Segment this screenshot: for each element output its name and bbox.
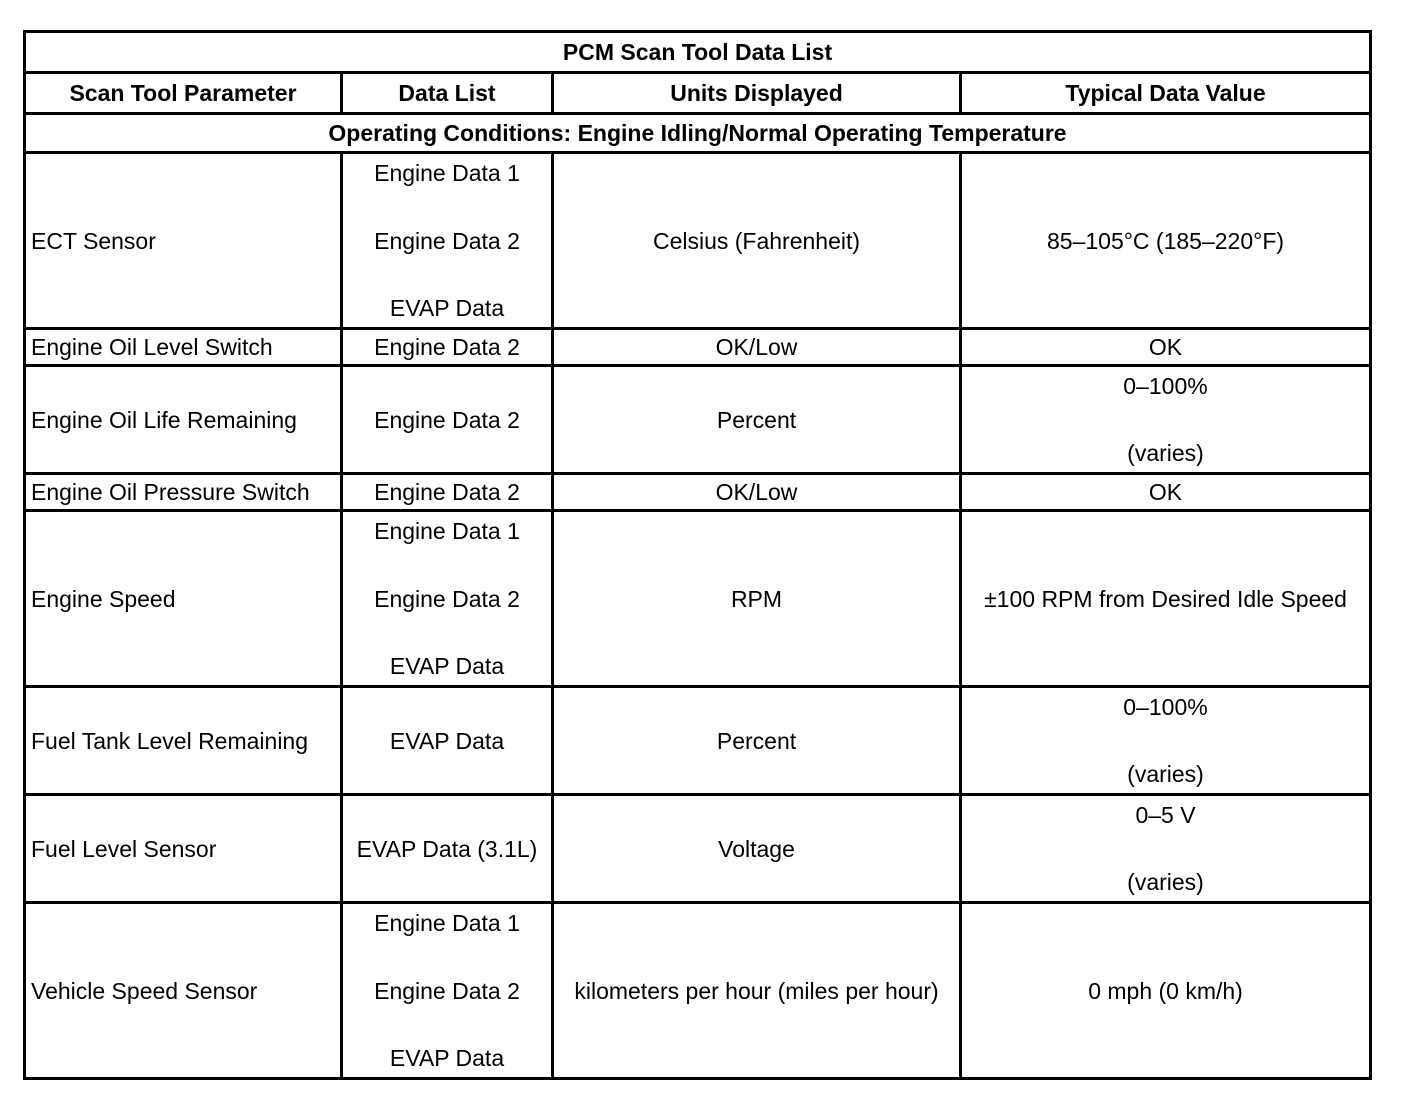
table-row (25, 795, 1371, 903)
row-units: Celsius (Fahrenheit) (553, 153, 961, 329)
header-parameter: Scan Tool Parameter (25, 73, 342, 114)
row-units: OK/Low (553, 474, 961, 511)
row-data-list: Engine Data 2 (342, 474, 553, 511)
row-parameter: Engine Oil Level Switch (25, 329, 342, 366)
row-value (961, 366, 1371, 474)
value-line: 0–5 V (1135, 802, 1196, 828)
table-row (25, 329, 1371, 366)
header-value: Typical Data Value (961, 73, 1371, 114)
row-parameter: Fuel Level Sensor (25, 795, 342, 903)
data-list-entry: Engine Data 2 (374, 977, 520, 1004)
row-data-list (342, 903, 553, 1079)
row-data-list: EVAP Data (342, 687, 553, 795)
table-row (25, 511, 1371, 687)
data-list-entry: EVAP Data (389, 295, 505, 321)
header-units: Units Displayed (553, 73, 961, 114)
row-units: kilometers per hour (miles per hour) (553, 903, 961, 1079)
row-value: ±100 RPM from Desired Idle Speed (961, 511, 1371, 687)
data-list-entry: Engine Data 2 (374, 227, 520, 254)
table-row (25, 153, 1371, 329)
scan-tool-data-table (23, 30, 1372, 1080)
row-parameter: ECT Sensor (25, 153, 342, 329)
table-row (25, 366, 1371, 474)
row-units: RPM (553, 511, 961, 687)
data-list-entry: Engine Data 1 (374, 160, 520, 186)
row-value (961, 687, 1371, 795)
data-list-entry: Engine Data 1 (374, 518, 520, 544)
value-line: (varies) (1127, 761, 1204, 787)
row-parameter: Fuel Tank Level Remaining (25, 687, 342, 795)
row-parameter: Engine Speed (25, 511, 342, 687)
row-data-list: EVAP Data (3.1L) (342, 795, 553, 903)
value-line: 0–100% (1123, 694, 1208, 720)
table-row (25, 687, 1371, 795)
data-list-entry: Engine Data 2 (374, 585, 520, 612)
data-list-entry: EVAP Data (389, 653, 505, 679)
table-title: PCM Scan Tool Data List (25, 32, 1371, 73)
table-row (25, 903, 1371, 1079)
row-units: Percent (553, 366, 961, 474)
row-units: Percent (553, 687, 961, 795)
row-data-list (342, 153, 553, 329)
data-list-entry: Engine Data 1 (374, 910, 520, 936)
scan-tool-data-table-wrapper (23, 30, 1369, 1080)
table-row (25, 474, 1371, 511)
row-value (961, 795, 1371, 903)
value-line: 0–100% (1123, 373, 1208, 399)
row-data-list: Engine Data 2 (342, 366, 553, 474)
row-parameter: Engine Oil Pressure Switch (25, 474, 342, 511)
row-data-list: Engine Data 2 (342, 329, 553, 366)
row-value: 85–105°C (185–220°F) (961, 153, 1371, 329)
row-parameter: Vehicle Speed Sensor (25, 903, 342, 1079)
row-value: 0 mph (0 km/h) (961, 903, 1371, 1079)
row-data-list (342, 511, 553, 687)
row-value: OK (961, 329, 1371, 366)
row-units: OK/Low (553, 329, 961, 366)
value-line: (varies) (1127, 440, 1204, 466)
row-parameter: Engine Oil Life Remaining (25, 366, 342, 474)
header-data-list: Data List (342, 73, 553, 114)
row-value: OK (961, 474, 1371, 511)
data-list-entry: EVAP Data (389, 1045, 505, 1071)
row-units: Voltage (553, 795, 961, 903)
operating-conditions: Operating Conditions: Engine Idling/Normal Operating Temperature (25, 114, 1371, 153)
value-line: (varies) (1127, 869, 1204, 895)
